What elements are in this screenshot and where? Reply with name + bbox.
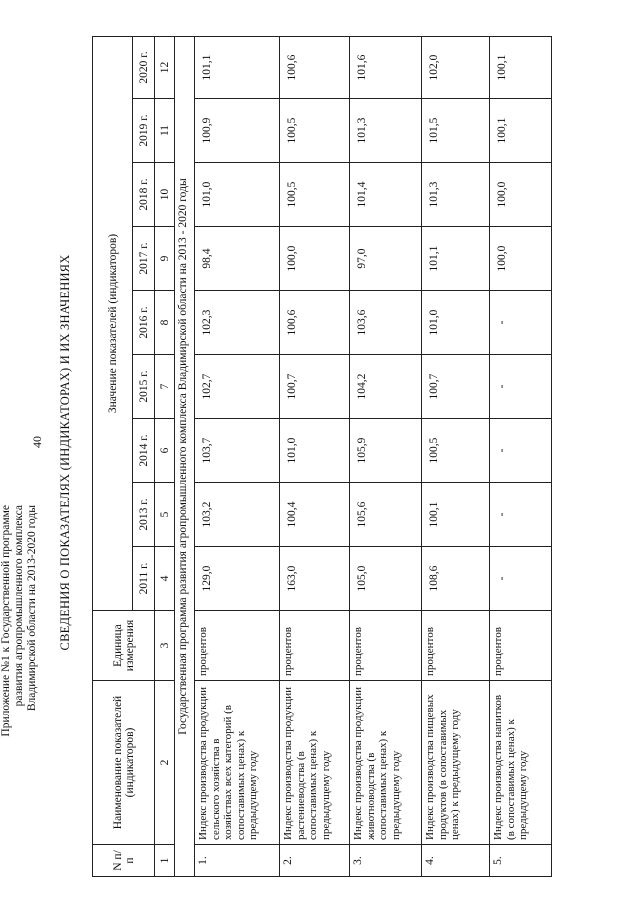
value-cell: 101,1 <box>422 227 490 291</box>
value-cell: 100,0 <box>490 227 552 291</box>
appendix-line: Владимирской области на 2013-2020 годы <box>26 505 38 712</box>
indicator-name: Индекс производства продукции животноводства (в сопоставимых ценах) к предыдущему году <box>350 681 422 845</box>
value-cell: 100,0 <box>280 227 350 291</box>
value-cell: 100,7 <box>280 355 350 419</box>
value-cell: 108,6 <box>422 547 490 611</box>
value-cell: 100,6 <box>280 37 350 99</box>
appendix-note <box>0 505 39 905</box>
header-year: 2014 г. <box>133 419 155 483</box>
header-num: N п/п <box>93 845 155 877</box>
value-cell: - <box>490 547 552 611</box>
value-cell: 100,0 <box>490 163 552 227</box>
value-cell: 101,3 <box>350 99 422 163</box>
value-cell: 101,0 <box>422 291 490 355</box>
value-cell: 101,0 <box>195 163 280 227</box>
value-cell: 100,1 <box>490 37 552 99</box>
page-number: 40 <box>30 436 44 448</box>
header-values-group: Значение показателей (индикаторов) <box>93 37 133 611</box>
value-cell: 104,2 <box>350 355 422 419</box>
value-cell: 100,5 <box>422 419 490 483</box>
column-number: 4 <box>155 547 175 611</box>
indicator-name: Индекс производства напитков (в сопоставимых ценах) к предыдущему году <box>490 681 552 845</box>
value-cell: 98,4 <box>195 227 280 291</box>
value-cell: 163,0 <box>280 547 350 611</box>
header-year: 2016 г. <box>133 291 155 355</box>
value-cell: 100,4 <box>280 483 350 547</box>
table-row <box>422 37 490 877</box>
header-year: 2013 г. <box>133 483 155 547</box>
header-name: Наименование показателей (индикаторов) <box>93 681 155 845</box>
value-cell: 101,0 <box>280 419 350 483</box>
header-year: 2019 г. <box>133 99 155 163</box>
column-number: 12 <box>155 37 175 99</box>
value-cell: 100,9 <box>195 99 280 163</box>
value-cell: - <box>490 483 552 547</box>
value-cell: 101,1 <box>195 37 280 99</box>
header-year: 2020 г. <box>133 37 155 99</box>
value-cell: 100,1 <box>490 99 552 163</box>
value-cell: 103,6 <box>350 291 422 355</box>
column-number: 5 <box>155 483 175 547</box>
unit-cell: процентов <box>195 611 280 681</box>
column-number: 2 <box>155 681 175 845</box>
table-row <box>350 37 422 877</box>
column-number: 1 <box>155 845 175 877</box>
value-cell: - <box>490 291 552 355</box>
row-number: 2. <box>280 845 350 877</box>
appendix-line: развития агропромышленного комплекса <box>13 505 25 707</box>
value-cell: 100,7 <box>422 355 490 419</box>
section-title: Государственная программа развития агропромышленного комплекса Владимирской области на 2013 - 2020 годы <box>175 37 195 877</box>
column-number: 9 <box>155 227 175 291</box>
unit-cell: процентов <box>490 611 552 681</box>
value-cell: 101,5 <box>422 99 490 163</box>
row-number: 3. <box>350 845 422 877</box>
value-cell: 103,7 <box>195 419 280 483</box>
value-cell: 97,0 <box>350 227 422 291</box>
document-title: СВЕДЕНИЯ О ПОКАЗАТЕЛЯХ (ИНДИКАТОРАХ) И ИХ ЗНАЧЕНИЯХ <box>58 254 72 651</box>
value-cell: 129,0 <box>195 547 280 611</box>
value-cell: 101,4 <box>350 163 422 227</box>
column-number: 7 <box>155 355 175 419</box>
column-number: 11 <box>155 99 175 163</box>
unit-cell: процентов <box>350 611 422 681</box>
indicator-name: Индекс производства продукции сельского хозяйства в хозяйствах всех категорий (в сопоставимых ценах) к предыдущему году <box>195 681 280 845</box>
header-year: 2015 г. <box>133 355 155 419</box>
table-row <box>490 37 552 877</box>
column-number: 10 <box>155 163 175 227</box>
value-cell: - <box>490 419 552 483</box>
column-number: 3 <box>155 611 175 681</box>
unit-cell: процентов <box>280 611 350 681</box>
value-cell: 105,0 <box>350 547 422 611</box>
value-cell: 100,6 <box>280 291 350 355</box>
header-year: 2011 г. <box>133 547 155 611</box>
row-number: 5. <box>490 845 552 877</box>
value-cell: 100,1 <box>422 483 490 547</box>
indicators-table <box>92 36 552 877</box>
column-number: 8 <box>155 291 175 355</box>
indicator-name: Индекс производства пищевых продуктов (в сопоставимых ценах) к предыдущему году <box>422 681 490 845</box>
value-cell: 105,9 <box>350 419 422 483</box>
row-number: 1. <box>195 845 280 877</box>
value-cell: 100,5 <box>280 99 350 163</box>
header-year: 2018 г. <box>133 163 155 227</box>
unit-cell: процентов <box>422 611 490 681</box>
value-cell: 102,7 <box>195 355 280 419</box>
table-row <box>195 37 280 877</box>
value-cell: 100,5 <box>280 163 350 227</box>
header-unit: Единица измерения <box>93 611 155 681</box>
value-cell: 101,6 <box>350 37 422 99</box>
value-cell: 105,6 <box>350 483 422 547</box>
value-cell: 102,0 <box>422 37 490 99</box>
indicator-name: Индекс производства продукции растениеводства (в сопоставимых ценах) к предыдущему году <box>280 681 350 845</box>
value-cell: - <box>490 355 552 419</box>
row-number: 4. <box>422 845 490 877</box>
value-cell: 101,3 <box>422 163 490 227</box>
header-year: 2017 г. <box>133 227 155 291</box>
table-row <box>280 37 350 877</box>
column-number: 6 <box>155 419 175 483</box>
value-cell: 102,3 <box>195 291 280 355</box>
value-cell: 103,2 <box>195 483 280 547</box>
appendix-line: Приложение №1 к Государственной программе <box>0 505 12 737</box>
